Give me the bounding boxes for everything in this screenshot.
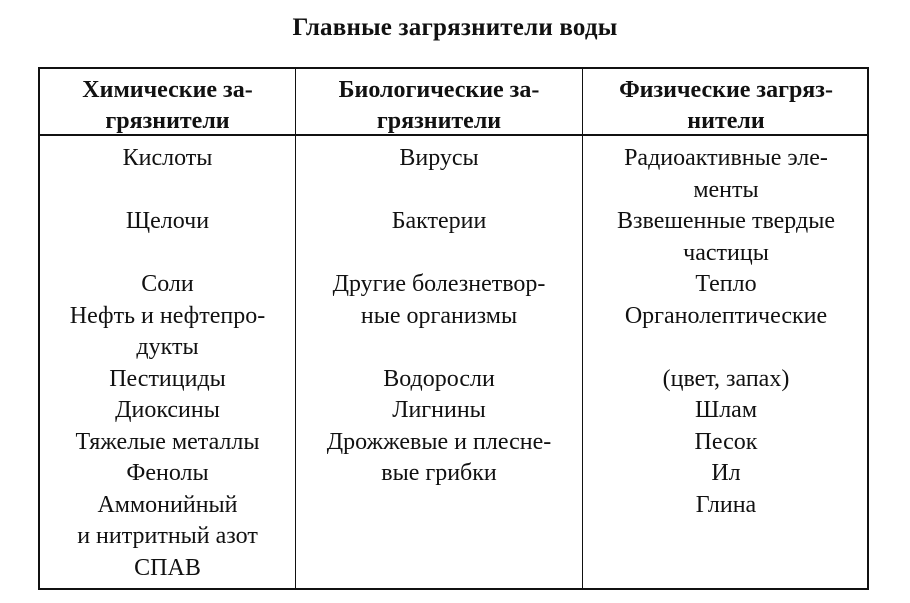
cell-line: Лигнины — [392, 397, 486, 423]
cell-line: Вирусы — [399, 145, 479, 171]
table-cell — [40, 458, 295, 490]
column-physical — [583, 143, 869, 521]
header-biological-line: грязнители — [376, 108, 502, 134]
cell-line — [296, 332, 582, 364]
cell-line: Нефть и нефтепро- — [69, 302, 266, 329]
table-cell — [40, 490, 295, 553]
cell-line: Дрожжевые и плесне- — [326, 428, 552, 455]
table-cell — [40, 269, 295, 301]
table-cell — [296, 332, 582, 364]
cell-line: вые грибки — [381, 460, 497, 486]
table-cell — [40, 364, 295, 396]
cell-line — [296, 175, 582, 207]
cell-line: Песок — [694, 428, 758, 455]
cell-line: частицы — [683, 239, 769, 266]
header-biological-line: Биологические за- — [338, 77, 540, 103]
table-cell — [40, 206, 295, 238]
table-cell — [583, 301, 869, 333]
table-cell — [296, 395, 582, 427]
page-title: Главные загрязнители воды — [292, 14, 618, 41]
table-cell — [296, 175, 582, 207]
header-biological — [296, 75, 582, 137]
header-physical-line: Физические загряз- — [619, 77, 833, 103]
table-cell — [583, 395, 869, 427]
header-chemical-line: Химические за- — [82, 77, 253, 103]
table-cell — [40, 395, 295, 427]
header-chemical — [40, 75, 295, 137]
cell-line — [40, 175, 295, 207]
table-cell — [40, 301, 295, 364]
pollutants-table — [38, 67, 869, 590]
cell-line: Бактерии — [391, 208, 487, 234]
cell-line: Диоксины — [115, 397, 220, 423]
table-cell — [583, 458, 869, 490]
cell-line — [40, 238, 295, 270]
cell-line: Соли — [141, 271, 194, 297]
table-cell — [40, 143, 295, 175]
cell-line: Органолептические — [624, 302, 828, 329]
cell-line: Водоросли — [383, 365, 495, 392]
cell-line: Пестициды — [109, 365, 226, 392]
cell-line: (цвет, запах) — [662, 365, 790, 392]
table-cell — [583, 332, 869, 364]
cell-line: Тяжелые металлы — [75, 428, 260, 455]
cell-line: менты — [693, 176, 759, 203]
table-cell — [583, 143, 869, 206]
cell-line: Глина — [695, 491, 757, 518]
header-physical — [583, 75, 869, 137]
cell-line — [296, 238, 582, 270]
table-cell — [296, 238, 582, 270]
table-cell — [583, 269, 869, 301]
table-cell — [583, 206, 869, 269]
column-biological — [296, 143, 582, 490]
cell-line: Другие болезнетвор- — [332, 271, 546, 297]
table-cell — [583, 427, 869, 459]
cell-line — [583, 332, 869, 364]
table-cell — [296, 269, 582, 332]
cell-line: Взвешенные твердые — [617, 208, 835, 234]
table-cell — [296, 143, 582, 175]
table-cell — [583, 364, 869, 396]
table-cell — [40, 553, 295, 585]
table-cell — [296, 427, 582, 490]
cell-line: Щелочи — [125, 208, 210, 234]
cell-line: ные организмы — [360, 302, 518, 329]
cell-line: Радиоактивные эле- — [624, 145, 828, 171]
table-cell — [40, 427, 295, 459]
table-cell — [296, 364, 582, 396]
table-cell — [40, 238, 295, 270]
column-chemical — [40, 143, 295, 584]
table-cell — [40, 175, 295, 207]
table-cell — [583, 490, 869, 522]
cell-line: дукты — [136, 334, 199, 360]
cell-line: Фенолы — [126, 460, 209, 486]
cell-line: Тепло — [695, 271, 757, 297]
cell-line: Шлам — [694, 397, 758, 423]
header-physical-line: нители — [687, 108, 765, 134]
header-chemical-line: грязнители — [105, 108, 230, 134]
cell-line: СПАВ — [134, 554, 201, 581]
cell-line: Аммонийный — [97, 491, 238, 518]
cell-line: и нитритный азот — [77, 523, 258, 549]
table-cell — [296, 206, 582, 238]
cell-line: Кислоты — [122, 145, 213, 171]
cell-line: Ил — [711, 460, 741, 486]
